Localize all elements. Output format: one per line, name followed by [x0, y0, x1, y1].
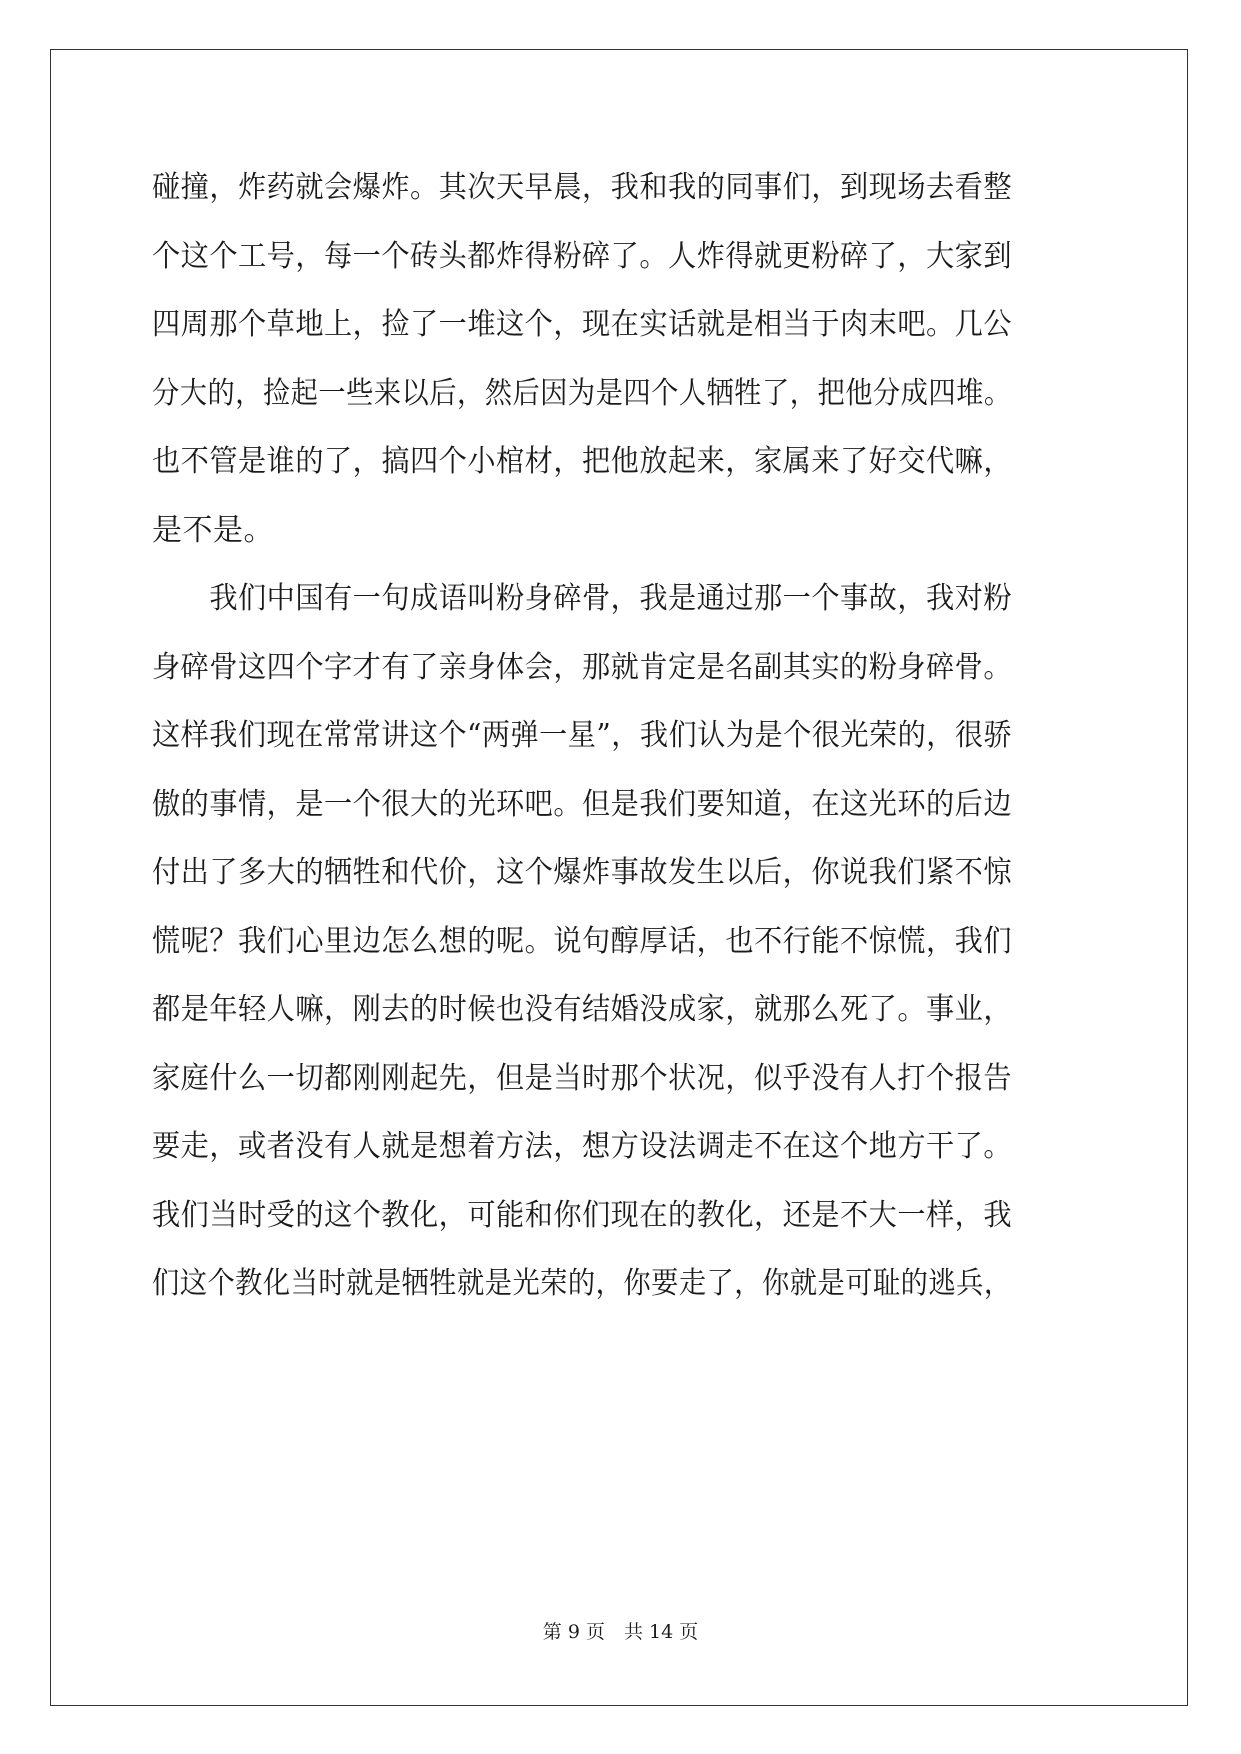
- text-line: 分大的，捡起一些来以后，然后因为是四个人牺牲了，把他分成四堆。: [152, 375, 1012, 411]
- text-line: 这样我们现在常常讲这个“两弹一星”，我们认为是个很光荣的，很骄: [152, 718, 1013, 753]
- text-line: 付出了多大的牺牲和代价，这个爆炸事故发生以后，你说我们紧不惊: [152, 855, 1013, 890]
- text-line: 要走，或者没有人就是想着方法，想方设法调走不在这个地方干了。: [152, 1129, 1013, 1164]
- text-line: 傲的事情，是一个很大的光环吧。但是我们要知道，在这光环的后边: [152, 786, 1013, 822]
- text-line: 家庭什么一切都刚刚起先，但是当时那个状况，似乎没有人打个报告: [152, 1060, 1013, 1096]
- text-line: 我们中国有一句成语叫粉身碎骨，我是通过那一个事故，我对粉: [152, 581, 1013, 616]
- text-line: 碰撞，炸药就会爆炸。其次天早晨，我和我的同事们，到现场去看整: [152, 170, 1013, 205]
- text-line: 慌呢？我们心里边怎么想的呢。说句醇厚话，也不行能不惊慌，我们: [152, 923, 1013, 959]
- text-line: 个这个工号，每一个砖头都炸得粉碎了。人炸得就更粉碎了，大家到: [152, 238, 1013, 274]
- page-number-footer: 第 9 页 共 14 页: [542, 1621, 699, 1643]
- text-line: 四周那个草地上，捡了一堆这个，现在实话就是相当于肉末吧。几公: [152, 307, 1013, 342]
- text-line: 也不管是谁的了，搞四个小棺材，把他放起来，家属来了好交代嘛，: [152, 444, 1013, 479]
- text-line: 们这个教化当时就是牺牲就是光荣的，你要走了，你就是可耻的逃兵，: [152, 1266, 1012, 1301]
- text-line: 我们当时受的这个教化，可能和你们现在的教化，还是不大一样，我: [152, 1197, 1013, 1233]
- text-line: 是不是。: [152, 512, 274, 548]
- text-line: 都是年轻人嘛，刚去的时候也没有结婚没成家，就那么死了。事业，: [152, 992, 1013, 1027]
- text-line: 身碎骨这四个字才有了亲身体会，那就肯定是名副其实的粉身碎骨。: [152, 649, 1013, 685]
